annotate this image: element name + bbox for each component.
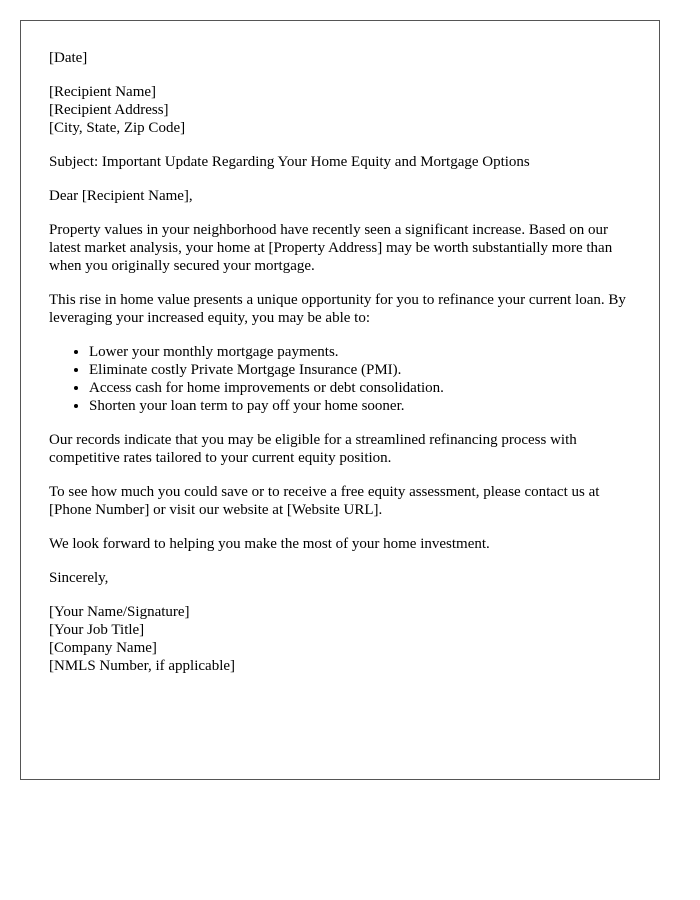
letter-page: [20, 20, 660, 780]
date-text: [Date]: [49, 50, 88, 66]
recipient-block: [49, 83, 631, 137]
benefit-item: • Access cash for home improvements or debt consolidation.: [89, 379, 631, 397]
body-paragraph-2: This rise in home value presents a unique opportunity for you to refinance your current loan. By leveraging your increased equity, you may be able to:: [49, 292, 626, 326]
benefit-item: • Shorten your loan term to pay off your home sooner.: [89, 397, 631, 415]
benefit-item: • Eliminate costly Private Mortgage Insurance (PMI).: [89, 361, 631, 379]
recipient-address: [Recipient Address]: [49, 102, 169, 118]
body-paragraph-3: Our records indicate that you may be eligible for a streamlined refinancing process with competitive rates tailored to your current equity position.: [49, 432, 577, 466]
recipient-city-state-zip: [City, State, Zip Code]: [49, 120, 186, 136]
signature-block: [49, 603, 631, 675]
body-paragraph-1: Property values in your neighborhood have recently seen a significant increase. Based on our latest market analysis, your home at [Property Address] may be worth substantially more than when you originally secured your mortgage.: [49, 222, 613, 274]
body-paragraph-5: We look forward to helping you make the most of your home investment.: [49, 536, 490, 552]
benefit-item: • Lower your monthly mortgage payments.: [89, 343, 631, 361]
subject-line: Subject: Important Update Regarding Your Home Equity and Mortgage Options: [49, 154, 530, 170]
recipient-name: [Recipient Name]: [49, 84, 157, 100]
date-line: [49, 49, 631, 67]
signature-company: [Company Name]: [49, 640, 157, 656]
signature-nmls: [NMLS Number, if applicable]: [49, 658, 236, 674]
benefits-list: [49, 343, 631, 415]
body-paragraph-4: To see how much you could save or to receive a free equity assessment, please contact us at [Phone Number] or visit our website at [Website URL].: [49, 484, 600, 518]
signature-name: [Your Name/Signature]: [49, 604, 190, 620]
salutation: Dear [Recipient Name],: [49, 188, 193, 204]
signature-title: [Your Job Title]: [49, 622, 145, 638]
valediction: Sincerely,: [49, 570, 109, 586]
